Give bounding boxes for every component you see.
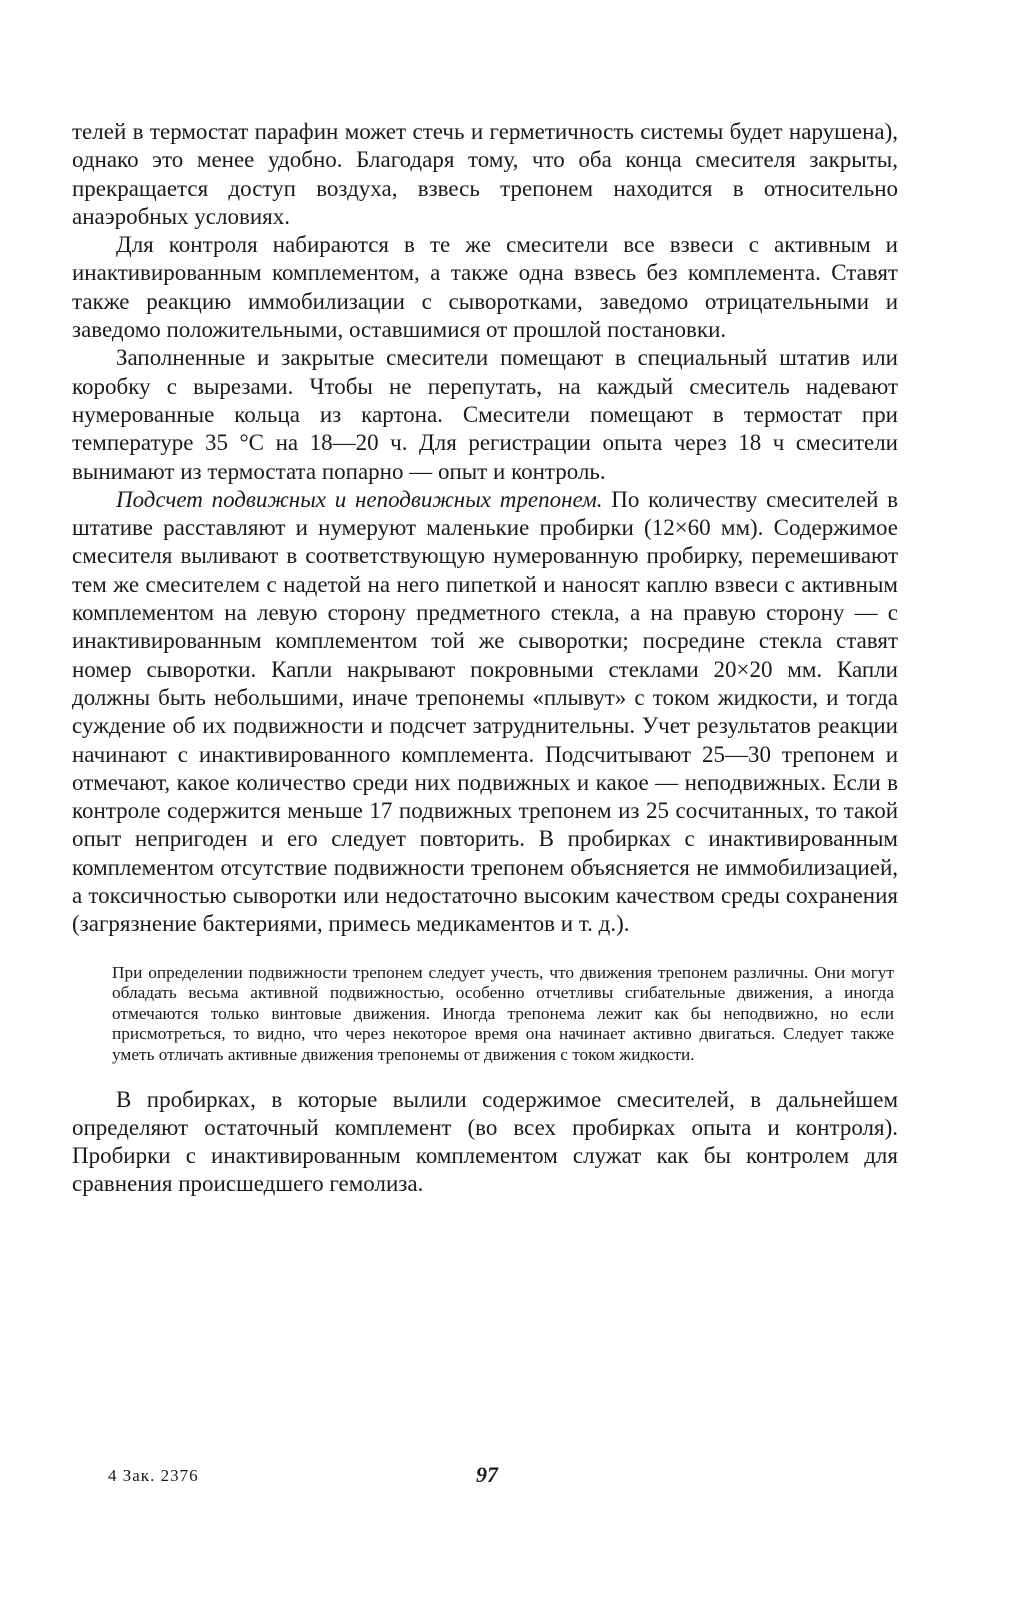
paragraph-final: В пробирках, в которые вылили содержимое смесителей, в дальнейшем определяют остаточный комплемент (во всех пробирках опыта и контроля). Пробирки с инактивированным комплементом служат как бы контролем для сравнения происшедшего гемолиза. xyxy=(72,1086,898,1197)
note-text: При определении подвижности трепонем следует учесть, что движения трепонем различны. Они могут обладать весьма активной подвижностью, особенно отчетливы сгибательные движения, а иногда отмечаются только винтовые движения. Иногда трепонема лежит как бы неподвижно, но если присмотреться, то видно, что через некоторое время она начинает активно двигаться. Следует также уметь отличать активные движения трепонемы от движения с током жидкости. xyxy=(112,962,894,1064)
page-number: 97 xyxy=(476,1462,498,1487)
paragraph-continuation: телей в термостат парафин может стечь и герметичность системы будет нарушена), однако это менее удобно. Благодаря тому, что оба конца смесителя закрыты, прекращается доступ воздуха, взвесь трепонем находится в относительно анаэробных условиях. xyxy=(72,119,898,229)
page-body xyxy=(72,118,898,1199)
paragraph-control: Для контроля набираются в те же смесители все взвеси с активным и инактивированным комплементом, а также одна взвесь без комплемента. Ставят также реакцию иммобилизации с сыворотками, заведомо отрицательными и заведомо положительными, оставшимися от прошлой постановки. xyxy=(72,232,898,343)
page-footer xyxy=(108,1462,528,1496)
paragraph-counting xyxy=(72,486,898,939)
counting-text: По количеству смесителей в штативе расставляют и нумеруют маленькие пробирки (12×60 мм). Содержимое смесителя выливают в соответствующую нумерованную пробирку, перемешивают тем же смесителем с надетой на него пипеткой и наносят каплю взвеси с активным комплементом на левую сторону предметного стекла, а на правую сторону — с инактивированным комплементом той же сыворотки; посредине стекла ставят номер сыворотки. Капли накрывают покровными стеклами 20×20 мм. Капли должны быть небольшими, иначе трепонемы «плывут» с током жидкости, и тогда суждение об их подвижности и подсчет затруднительны. Учет результатов реакции начинают с инактивированного комплемента. Подсчитывают 25—30 трепонем и отмечают, какое количество среди них подвижных и какое — неподвижных. Если в контроле содержится меньше 17 подвижных трепонем из 25 сосчитанных, то такой опыт непригоден и его следует повторить. В пробирках с инактивированным комплементом отсутствие подвижности трепонем объясняется не иммобилизацией, а токсичностью сыворотки или недостаточно высоким качеством среды сохранения (загрязнение бактериями, примесь медикаментов и т. д.). xyxy=(72,486,898,937)
main-text xyxy=(72,118,898,939)
small-print-note xyxy=(72,963,898,1066)
paragraph-incubation: Заполненные и закрытые смесители помещают в специальный штатив или коробку с вырезами. Чтобы не перепутать, на каждый смеситель надевают нумерованные кольца из картона. Смесители помещают в термостат при температуре 35 °С на 18—20 ч. Для регистрации опыта через 18 ч смесители вынимают из термостата попарно — опыт и контроль. xyxy=(72,345,898,484)
final-text xyxy=(72,1086,898,1199)
counting-heading: Подсчет подвижных и неподвижных трепонем. xyxy=(116,486,603,512)
printing-signature: 4 Зак. 2376 xyxy=(108,1466,199,1485)
